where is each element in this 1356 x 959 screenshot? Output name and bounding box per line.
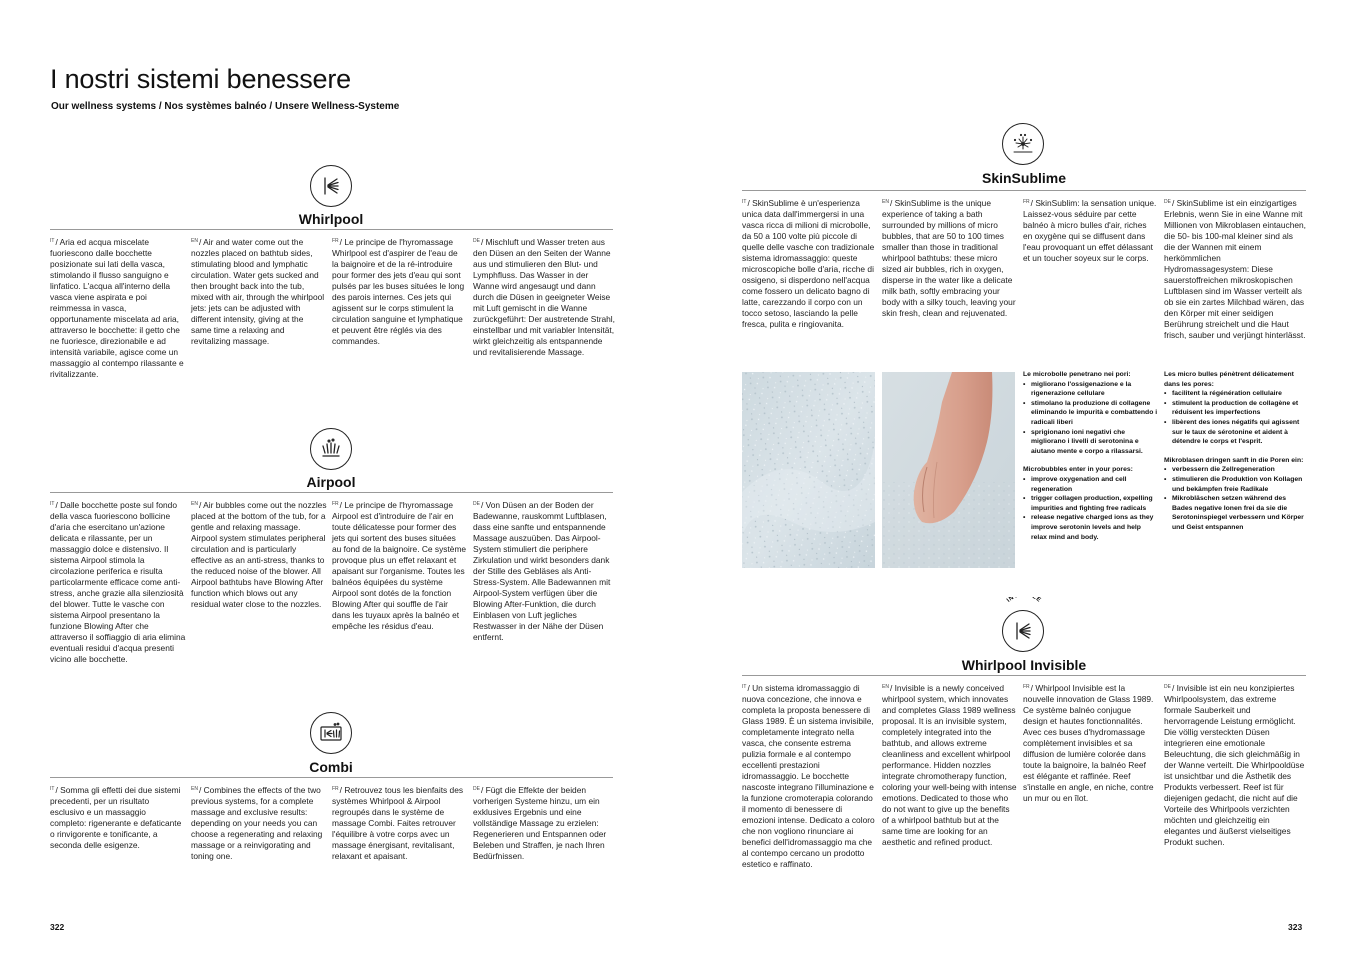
notes-de-list	[1164, 465, 1307, 532]
list-item: • trigger collagen production, expelling impurities and fighting free radicals	[1023, 494, 1158, 513]
page-title: I nostri sistemi benessere	[50, 64, 351, 94]
list-item: • release negative charged ions as they improve serotonin levels and help relax mind and body.	[1023, 513, 1158, 542]
invisible-col-it: $^{IT}$/ Un sistema idromassaggio di nuova concezione, che innova e completa la proposta benessere di Glass 1989. È un sistema invisibile, completamente integrato nella vasca, che consente estrema pulizia formale e al contempo eccellenti prestazioni idromassaggio. Le bocchette nascoste integrano l'illuminazione e la funzione cromoterapia colorando il momento di benessere di emozioni intense. Dedicato a coloro che non vogliono rinunciare ai benefici dell'idromassaggio ma che al contempo cercano un prodotto estetico e raffinato.	[742, 683, 875, 869]
combi-system-icon	[310, 712, 352, 754]
whirlpool-col-en: $^{EN}$/ Air and water come out the nozzles placed on bathtub sides, stimulating blood and lymphatic circulation. Water gets sucked and then brought back into the tub, mixed with air, through the whirlpool jets: jets can be adjusted with different intensity, giving at the same time a relaxing and revitalizing massage.	[191, 237, 325, 346]
whirlpool-jets-icon	[310, 165, 352, 207]
invisible-badge-text: IN LE	[1005, 597, 1042, 604]
list-item: • Mikrobläschen setzen während des Bades negative Ionen frei da sie die Serotoninspiegel verbessern und Körper und Geist entspannen	[1164, 494, 1307, 532]
airpool-col-it: $^{IT}$/ Dalle bocchette poste sul fondo della vasca fuoriescono bollicine d'aria che esercitano un'azione delicata e rilassante, per un massaggio dolce e distensivo. Il sistema Airpool stimola la circolazione periferica e risulta particolarmente efficace come anti-stress, anche grazie alla silenziosità del blower. Tutte le vasche con sistema Airpool presentano la funzione Blowing After che attraverso il soffiaggio di aria elimina eventuali residui d'acqua presenti vicino alle bocchette.	[50, 500, 186, 664]
whirlpool-invisible-icon	[1002, 610, 1044, 652]
whirlpool-col-it: $^{IT}$/ Aria ed acqua miscelate fuoriescono dalle bocchette posizionate sui lati della vasca, stimolando il flusso sanguigno e linfatico. L'acqua all'interno della vasca viene aspirata e poi reimmessa in vasca, opportunamente miscelata ad aria, attraverso le bocchette: il getto che ne fuoriesce, direzionabile e ad intensità variabile, agisce come un massaggio al contempo rilassante e rivitalizzante.	[50, 237, 184, 379]
combi-col-en: $^{EN}$/ Combines the effects of the two previous systems, for a complete massage and exclusive results: depending on your needs you can choose a regenerating and relaxing massage or a reinvigorating and toning one.	[191, 785, 323, 861]
page-subtitle: Our wellness systems / Nos systèmes balnéo / Unsere Wellness-Systeme	[51, 101, 400, 112]
skinsublime-divider	[742, 190, 1306, 191]
invisible-divider	[742, 675, 1306, 676]
notes-fr-heading: Les micro bulles pénètrent délicatement dans les pores:	[1164, 371, 1294, 388]
airpool-col-fr: $^{FR}$/ Le principe de l'hyromassage Airpool est d'introduire de l'air en toute délicatesse pour former des jets qui sortent des buses situées au fond de la baignoire. Ce système provoque plus un effet relaxant et apaisant sur l'organisme. Toutes les balnéos équipées du système Airpool sont dotés de la fonction Blowing After qui souffle de l'air dans les tuyaux après la balnéo et empêche les résidus d'eau.	[332, 500, 467, 631]
airpool-col-en: $^{EN}$/ Air bubbles come out the nozzles placed at the bottom of the tub, for a gentle and relaxing massage. Airpool system stimulates peripheral circulation and is particularly effective as an anti-stress, thanks to the reduced noise of the blower. All Airpool bathtubs have Blowing After function which blows out any residual water close to the nozzles.	[191, 500, 327, 609]
list-item: • verbessern die Zellregeneration	[1164, 465, 1307, 475]
microbubbles-water-photo	[742, 372, 875, 568]
list-item: • libèrent des iones négatifs qui agissent sur le taux de sérotonine et aident à détendre le corps et l'esprit.	[1164, 418, 1307, 447]
notes-de-heading: Mikroblasen dringen sanft in die Poren ein:	[1164, 456, 1304, 464]
skinsublime-notes-fr-de	[1164, 370, 1307, 533]
notes-it-heading: Le microbolle penetrano nei pori:	[1023, 371, 1131, 378]
skinsublime-microbubbles-icon	[1002, 123, 1044, 165]
combi-title: Combi	[309, 759, 353, 775]
skinsublime-col-de: $^{DE}$/ SkinSublime ist ein einzigartiges Erlebnis, wenn Sie in eine Wanne mit Millionen von Mikroblasen eintauchen, die 50- bis 100-mal kleiner sind als die der Wannen mit einem herkömmlichen Hydromassagesystem: Diese sauerstoffreichen mikroskopischen Luftblasen sind im Wasser verteilt als ob sie ein zartes Milchbad wären, das den Körper mit einer seidigen Berührung streichelt und die Haut frisch, sauber und verjüngt hinterlässt.	[1164, 198, 1306, 340]
list-item: • migliorano l'ossigenazione e la rigenerazione cellulare	[1023, 380, 1158, 399]
list-item: • facilitent la régénération cellulaire	[1164, 389, 1307, 399]
skinsublime-title: SkinSublime	[981, 170, 1067, 186]
list-item: • stimolano la produzione di collagene eliminando le impurità e combattendo i radicali liberi	[1023, 399, 1158, 428]
combi-divider	[50, 777, 613, 778]
whirlpool-col-fr: $^{FR}$/ Le principe de l'hyromassage Whirlpool est d'aspirer de l'eau de la baignoire et de la ré-introduire pour former des jets d'eau qui sont pulsés par les buses situées le long des parois internes. Ces jets qui agissent sur le corps stimulent la circulation sanguine et lymphatique et peuvent être réglés via des commandes.	[332, 237, 465, 346]
svg-text:INVISIBLE	[1006, 597, 1042, 604]
invisible-col-en: $^{EN}$/ Invisible is a newly conceived whirlpool system, which innovates and completes Glass 1989 wellness proposal. It is an invisible system, completely integrated into the bathtub, and allows extreme cleanliness and excellent whirlpool performance. Hidden nozzles integrate chromotherapy function, coloring your well-being with intense emotions. Dedicated to those who do not want to give up the benefits of a whirlpool bathtub but at the same time are looking for an aesthetic and refined product.	[882, 683, 1017, 847]
list-item: • improve oxygenation and cell regeneration	[1023, 475, 1158, 494]
list-item: • sprigionano ioni negativi che migliorano i livelli di serotonina e aiutano mente e corpo a rilassarsi.	[1023, 428, 1158, 457]
skinsublime-col-en: $^{EN}$/ SkinSublime is the unique experience of taking a bath surrounded by millions of micro bubbles, that are 50 to 100 times smaller than those in traditional whirlpool bathtubs: these micro sized air bubbles, rich in oxygen, disperse in the water like a delicate milk bath, softly embracing your body with a silky touch, leaving your skin fresh, clean and rejuvenated.	[882, 198, 1016, 318]
airpool-bubbles-icon	[310, 428, 352, 470]
whirlpool-title: Whirlpool	[298, 211, 364, 227]
whirlpool-invisible-title: Whirlpool Invisible	[961, 657, 1087, 673]
airpool-title: Airpool	[306, 474, 356, 490]
whirlpool-divider	[50, 229, 613, 230]
whirlpool-col-de: $^{DE}$/ Mischluft und Wasser treten aus den Düsen an den Seiten der Wanne aus und stimulieren den Blut- und Lymphfluss. Das Wasser in der Wanne wird angesaugt und dann durch die Düsen in geeigneter Weise mit Luft gemischt in die Wanne zurückgeführt: Der austretende Strahl, einstellbar und mit variabler Intensität, wirkt gleichzeitig als entspannende und revitalisierende Massage.	[473, 237, 615, 357]
hand-in-water-photo	[882, 372, 1015, 568]
notes-it-list	[1023, 380, 1158, 457]
skinsublime-col-it: $^{IT}$/ SkinSublime è un'esperienza unica data dall'immergersi in una vasca ricca di milioni di microbolle, da 50 a 100 volte più piccole di quelle delle vasche con tradizionale sistema idromassaggio: queste microscopiche bolle d'aria, ricche di ossigeno, si disperdono nell'acqua come fossero un delicato bagno di latte, carezzando il corpo con un tocco setoso, lasciando la pelle fresca, pulita e ringiovanita.	[742, 198, 875, 329]
combi-col-fr: $^{FR}$/ Retrouvez tous les bienfaits des systèmes Whirlpool & Airpool regroupés dans le système de massage Combi. Faites retrouver l'équilibre à votre corps avec un massage énergisant, revitalisant, relaxant et apaisant.	[332, 785, 464, 861]
notes-fr-list	[1164, 389, 1307, 447]
page-number-right: 323	[1288, 922, 1303, 932]
airpool-divider	[50, 492, 613, 493]
skinsublime-col-fr: $^{FR}$/ SkinSublim: la sensation unique. Laissez-vous séduire par cette balnéo à micro bulles d'air, riches en oxygène qui se diffusent dans l'eau provoquant un effet délassant et un toucher soyeux sur le corps.	[1023, 198, 1157, 263]
page-number-left: 322	[50, 922, 65, 932]
notes-en-list	[1023, 475, 1158, 542]
invisible-col-de: $^{DE}$/ Invisible ist ein neu konzipiertes Whirlpoolsystem, das extreme formale Sauberkeit und hervorragende Leistung ermöglicht. Die völlig versteckten Düsen integrieren eine emotionale Beleuchtung, die sich gleichmäßig in der Wanne verteilt. Die Whirlpooldüse ist unsichtbar und die Ästhetik des Produkts verbessert. Reef ist für diejenigen gedacht, die nicht auf die Vorteile des Whirlpools verzichten möchten und gleichzeitig ein elegantes und äußerst vielseitiges Produkt suchen.	[1164, 683, 1305, 847]
invisible-col-fr: $^{FR}$/ Whirlpool Invisible est la nouvelle innovation de Glass 1989. Ce système balnéo conjugue design et hautes fonctionnalités. Avec ces buses d'hydromassage complètement invisibles et sa diffusion de lumière colorée dans toute la baignoire, la balnéo Reef est élégante et raffinée. Reef s'installe en angle, en niche, contre un mur ou en îlot.	[1023, 683, 1154, 803]
combi-col-it: $^{IT}$/ Somma gli effetti dei due sistemi precedenti, per un risultato esclusivo e un massaggio completo: rigenerante e defaticante o rinvigorente e tonificante, a seconda delle esigenze.	[50, 785, 182, 850]
airpool-col-de: $^{DE}$/ Von Düsen an der Boden der Badewanne, rauskommt Luftblasen, dass eine sanfte und entspannende Massage auszuüben. Das Airpool-System stimuliert die periphere Zirkulation und wirkt besonders dank der Stille des Gebläses als Anti-Stress-System. Alle Badewannen mit Airpool-System verfügen über die Blowing After-Funktion, die durch Einblasen von Luft jegliches Restwasser in der Nähe der Düsen entfernt.	[473, 500, 611, 642]
list-item: • stimulent la production de collagène et réduisent les imperfections	[1164, 399, 1307, 418]
list-item: • stimulieren die Produktion von Kollagen und bekämpfen freie Radikale	[1164, 475, 1307, 494]
notes-en-heading: Microbubbles enter in your pores:	[1023, 466, 1133, 474]
skinsublime-notes-it-en	[1023, 370, 1158, 542]
combi-col-de: $^{DE}$/ Fügt die Effekte der beiden vorherigen Systeme hinzu, um ein exklusives Ergebnis und eine vollständige Massage zu erzielen: Regenerieren und Entspannen oder Beleben und Straffen, je nach Ihren Bedürfnissen.	[473, 785, 607, 861]
